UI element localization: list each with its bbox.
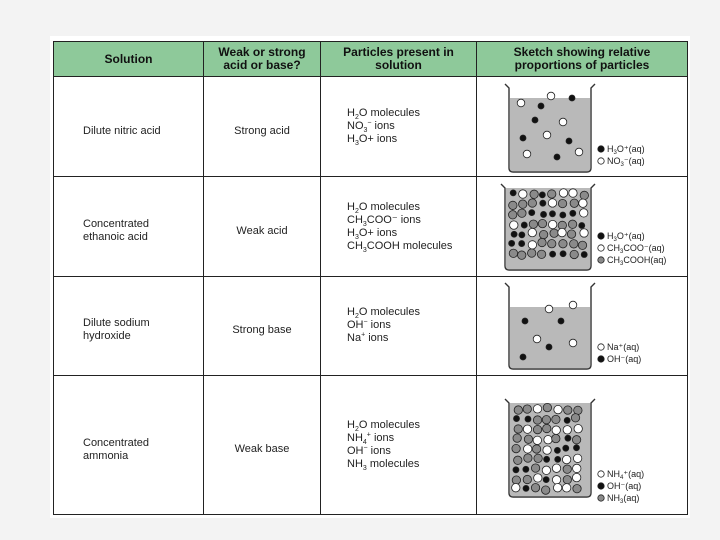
particle-dot bbox=[565, 435, 571, 441]
particle-dot bbox=[570, 199, 578, 207]
particle-dot bbox=[573, 464, 581, 472]
particle-dot bbox=[510, 221, 518, 229]
particle-dot bbox=[560, 212, 566, 218]
particle-dot bbox=[549, 211, 555, 217]
legend-label: OH⁻(aq) bbox=[607, 481, 642, 492]
particle-dot bbox=[543, 403, 551, 411]
particle-dot bbox=[552, 476, 560, 484]
particle-dot bbox=[512, 484, 520, 492]
particle-dot bbox=[509, 201, 517, 209]
particle-dot bbox=[569, 189, 577, 197]
particle-dot bbox=[518, 209, 526, 217]
particle-dot bbox=[552, 426, 560, 434]
particle-dot bbox=[519, 232, 525, 238]
particle-dot bbox=[552, 434, 560, 442]
sketch-cell bbox=[477, 77, 688, 177]
particle-dot bbox=[581, 252, 587, 258]
particle-dot bbox=[512, 476, 520, 484]
beaker-sketch bbox=[477, 277, 688, 374]
particle-dot bbox=[579, 223, 585, 229]
particle-line: $H_2O$ molecules bbox=[347, 306, 420, 321]
legend-dot bbox=[598, 145, 604, 151]
particle-dot bbox=[541, 211, 547, 217]
particle-dot bbox=[558, 199, 566, 207]
particle-dot bbox=[529, 210, 535, 216]
particle-dot bbox=[537, 250, 545, 258]
particle-dot bbox=[530, 190, 538, 198]
particle-line: $CH_3COOH$ molecules bbox=[347, 239, 453, 254]
sketch-cell bbox=[477, 376, 688, 515]
particle-dot bbox=[558, 318, 564, 324]
particle-dot bbox=[521, 222, 527, 228]
particle-line: OH− ions bbox=[347, 444, 391, 458]
legend-dot bbox=[598, 257, 604, 263]
table-row bbox=[54, 376, 688, 515]
particle-dot bbox=[528, 199, 536, 207]
particle-dot bbox=[542, 416, 550, 424]
acid-base-type-cell: Strong base bbox=[204, 276, 321, 375]
particle-dot bbox=[559, 240, 567, 248]
particle-dot bbox=[528, 249, 536, 257]
particle-dot bbox=[543, 446, 551, 454]
particle-dot bbox=[573, 485, 581, 493]
particle-dot bbox=[510, 190, 516, 196]
particle-dot bbox=[543, 131, 551, 139]
particle-dot bbox=[528, 228, 536, 236]
particle-line: $NO_3^-$ ions bbox=[347, 119, 395, 135]
particle-dot bbox=[531, 484, 539, 492]
particle-dot bbox=[563, 426, 571, 434]
header-solution: Solution bbox=[54, 42, 204, 77]
particle-dot bbox=[514, 425, 522, 433]
header-sketch: Sketch showing relative proportions of particles bbox=[477, 42, 688, 77]
particle-dot bbox=[523, 485, 529, 491]
particles-cell bbox=[321, 77, 477, 177]
particle-dot bbox=[528, 241, 536, 249]
particle-dot bbox=[571, 414, 579, 422]
legend-dot bbox=[598, 157, 604, 163]
legend-label: $NH_4^+(aq)$ bbox=[607, 469, 645, 482]
particles-cell bbox=[321, 376, 477, 515]
legend-label: Na⁺(aq) bbox=[607, 342, 640, 353]
legend-label: $CH_3COOH(aq)$ bbox=[607, 255, 667, 268]
particle-dot bbox=[534, 474, 542, 482]
particle-dot bbox=[509, 249, 517, 257]
particle-dot bbox=[548, 190, 556, 198]
particle-dot bbox=[579, 199, 587, 207]
legend-label: $NH_3(aq)$ bbox=[607, 493, 640, 506]
legend-dot bbox=[598, 245, 604, 251]
particle-dot bbox=[580, 209, 588, 217]
particle-dot bbox=[546, 344, 552, 350]
beaker-sketch bbox=[477, 178, 688, 275]
particle-dot bbox=[538, 103, 544, 109]
header-row bbox=[54, 42, 688, 77]
particle-line: $NH_3$ molecules bbox=[347, 458, 420, 473]
particle-dot bbox=[523, 425, 531, 433]
solution-cell: Concentrated ammonia bbox=[54, 376, 204, 515]
particle-dot bbox=[569, 340, 577, 348]
sketch-cell bbox=[477, 276, 688, 375]
particle-dot bbox=[539, 192, 545, 198]
particle-line: $H_2O$ molecules bbox=[347, 200, 420, 215]
legend-dot bbox=[598, 483, 604, 489]
particle-dot bbox=[542, 466, 550, 474]
particle-dot bbox=[520, 135, 526, 141]
legend-label: $NO_3^-(aq)$ bbox=[607, 155, 645, 168]
particle-dot bbox=[533, 425, 541, 433]
particle-dot bbox=[544, 436, 552, 444]
particle-line: $CH_3COO^-$ ions bbox=[347, 213, 421, 228]
particle-dot bbox=[545, 306, 553, 314]
particle-dot bbox=[532, 445, 540, 453]
particle-dot bbox=[559, 118, 567, 126]
particle-dot bbox=[533, 405, 541, 413]
solution-cell: Concentrated ethanoic acid bbox=[54, 177, 204, 276]
particle-dot bbox=[523, 405, 531, 413]
particle-dot bbox=[562, 484, 570, 492]
particle-dot bbox=[519, 200, 527, 208]
legend-label: $H_3O^+(aq)$ bbox=[607, 143, 645, 156]
particle-dot bbox=[533, 336, 541, 344]
legend-dot bbox=[598, 356, 604, 362]
particle-dot bbox=[529, 220, 537, 228]
particle-line: $H_3O+$ ions bbox=[347, 133, 398, 148]
legend-label: $H_3O^+(aq)$ bbox=[607, 231, 645, 244]
particle-dot bbox=[563, 445, 569, 451]
particle-dot bbox=[524, 435, 532, 443]
particle-dot bbox=[544, 456, 550, 462]
particle-dot bbox=[509, 211, 517, 219]
beaker-sketch bbox=[477, 78, 688, 176]
particle-dot bbox=[519, 241, 525, 247]
particles-cell bbox=[321, 276, 477, 375]
particle-dot bbox=[532, 117, 538, 123]
particle-line: $H_3O+$ ions bbox=[347, 226, 398, 241]
particle-dot bbox=[548, 199, 556, 207]
legend-dot bbox=[598, 471, 604, 477]
particle-dot bbox=[580, 191, 588, 199]
particles-table bbox=[53, 41, 688, 515]
particle-dot bbox=[562, 455, 570, 463]
particle-dot bbox=[568, 220, 576, 228]
particle-dot bbox=[547, 92, 555, 100]
acid-base-type-cell: Strong acid bbox=[204, 77, 321, 177]
legend-label: OH⁻(aq) bbox=[607, 354, 642, 365]
particle-dot bbox=[522, 318, 528, 324]
particle-dot bbox=[553, 484, 561, 492]
particle-dot bbox=[578, 241, 586, 249]
particle-dot bbox=[572, 436, 580, 444]
particle-dot bbox=[554, 405, 562, 413]
particle-dot bbox=[550, 251, 556, 257]
particle-dot bbox=[543, 477, 549, 483]
particle-dot bbox=[567, 230, 575, 238]
particle-dot bbox=[554, 447, 560, 453]
particle-dot bbox=[572, 473, 580, 481]
particle-dot bbox=[539, 230, 547, 238]
table-row bbox=[54, 77, 688, 177]
sketch-cell bbox=[477, 177, 688, 276]
particle-dot bbox=[569, 302, 577, 310]
particle-line: OH− ions bbox=[347, 318, 391, 332]
particle-dot bbox=[517, 99, 525, 107]
acid-base-type-cell: Weak base bbox=[204, 376, 321, 515]
particle-dot bbox=[523, 466, 529, 472]
particle-dot bbox=[514, 456, 522, 464]
table-row bbox=[54, 276, 688, 375]
header-particles: Particles present in solution bbox=[321, 42, 477, 77]
particle-line: $H_2O$ molecules bbox=[347, 419, 420, 434]
slide-page bbox=[50, 36, 690, 518]
particle-dot bbox=[573, 445, 579, 451]
particle-dot bbox=[512, 444, 520, 452]
particle-dot bbox=[533, 436, 541, 444]
particle-dot bbox=[511, 231, 517, 237]
particle-dot bbox=[520, 354, 526, 360]
particle-dot bbox=[569, 95, 575, 101]
particle-dot bbox=[531, 464, 539, 472]
particle-dot bbox=[552, 415, 560, 423]
acid-base-type-cell: Weak acid bbox=[204, 177, 321, 276]
particle-dot bbox=[513, 467, 519, 473]
particle-dot bbox=[538, 219, 546, 227]
particles-cell bbox=[321, 177, 477, 276]
particle-dot bbox=[523, 150, 531, 158]
particle-dot bbox=[580, 229, 588, 237]
particle-dot bbox=[513, 434, 521, 442]
particle-dot bbox=[543, 424, 551, 432]
particle-dot bbox=[563, 476, 571, 484]
particle-dot bbox=[525, 416, 531, 422]
particle-dot bbox=[514, 416, 520, 422]
legend-dot bbox=[598, 495, 604, 501]
particle-dot bbox=[509, 240, 515, 246]
particle-dot bbox=[519, 190, 527, 198]
particle-dot bbox=[533, 416, 541, 424]
particle-line: $H_2O$ molecules bbox=[347, 107, 420, 122]
particle-dot bbox=[514, 406, 522, 414]
particle-dot bbox=[566, 138, 572, 144]
particle-dot bbox=[534, 454, 542, 462]
particle-dot bbox=[570, 240, 578, 248]
particle-dot bbox=[548, 240, 556, 248]
beaker-sketch bbox=[477, 377, 688, 513]
particle-dot bbox=[574, 425, 582, 433]
particle-line: $NH_4^+$ ions bbox=[347, 431, 395, 447]
particle-dot bbox=[559, 189, 567, 197]
solution-cell: Dilute nitric acid bbox=[54, 77, 204, 177]
legend-label: $CH_3COO^-(aq)$ bbox=[607, 243, 665, 256]
particle-dot bbox=[541, 486, 549, 494]
particle-dot bbox=[570, 210, 576, 216]
particle-dot bbox=[573, 454, 581, 462]
legend-dot bbox=[598, 233, 604, 239]
particle-dot bbox=[540, 200, 546, 206]
particle-dot bbox=[564, 417, 570, 423]
particle-dot bbox=[554, 154, 560, 160]
particle-dot bbox=[524, 454, 532, 462]
particle-dot bbox=[538, 238, 546, 246]
particle-dot bbox=[518, 251, 526, 259]
particle-dot bbox=[523, 445, 531, 453]
table-row bbox=[54, 177, 688, 276]
particle-dot bbox=[548, 220, 556, 228]
particle-dot bbox=[570, 250, 578, 258]
legend-dot bbox=[598, 344, 604, 350]
particle-dot bbox=[550, 229, 558, 237]
particle-dot bbox=[552, 464, 560, 472]
particle-dot bbox=[564, 406, 572, 414]
particle-dot bbox=[523, 475, 531, 483]
particle-dot bbox=[575, 148, 583, 156]
particle-dot bbox=[560, 251, 566, 257]
solution-cell: Dilute sodium hydroxide bbox=[54, 276, 204, 375]
header-type: Weak or strong acid or base? bbox=[204, 42, 321, 77]
particle-dot bbox=[563, 465, 571, 473]
particle-dot bbox=[555, 456, 561, 462]
particle-line: Na+ ions bbox=[347, 331, 389, 345]
particle-dot bbox=[558, 228, 566, 236]
